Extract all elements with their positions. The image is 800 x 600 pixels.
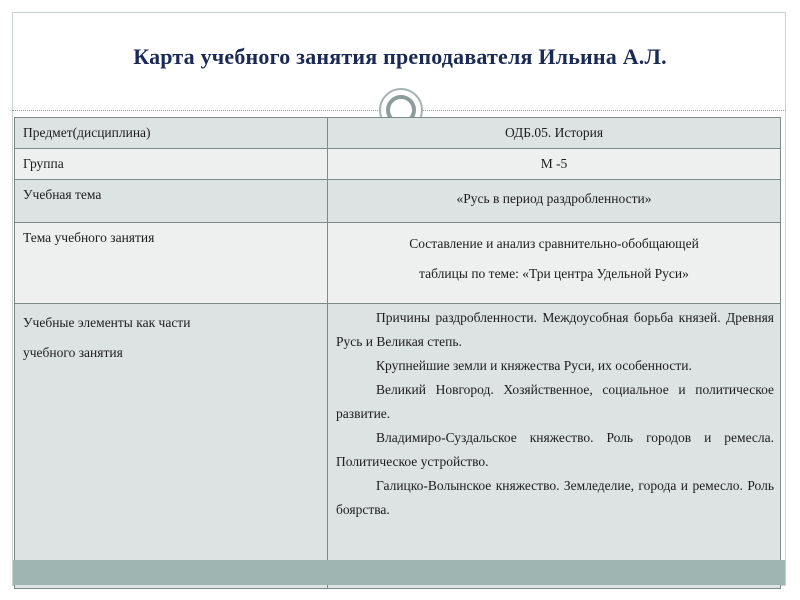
group-value: М -5 (328, 149, 781, 180)
subject-value: ОДБ.05. История (328, 118, 781, 149)
table-row-subject (15, 118, 781, 149)
list-item: Великий Новгород. Хозяйственное, социальное и политическое развитие. (336, 382, 774, 421)
topic-value: «Русь в период раздробленности» (328, 180, 781, 223)
table-row-elements (15, 304, 781, 589)
list-item: Галицко-Волынское княжество. Земледелие, города и ремесло. Роль боярства. (336, 478, 774, 517)
subject-label: Предмет(дисциплина) (15, 118, 328, 149)
page-title: Карта учебного занятия преподавателя Ильина А.Л. (133, 44, 667, 69)
lesson-topic-value (328, 223, 781, 304)
lesson-topic-label: Тема учебного занятия (15, 223, 328, 304)
topic-label: Учебная тема (15, 180, 328, 223)
elements-label-line: учебного занятия (23, 345, 123, 360)
group-label: Группа (15, 149, 328, 180)
list-item: Крупнейшие земли и княжества Руси, их особенности. (376, 358, 692, 373)
elements-label (15, 304, 328, 589)
list-item: Владимиро-Суздальское княжество. Роль городов и ремесла. Политическое устройство. (336, 430, 774, 469)
elements-list (328, 304, 781, 589)
lesson-topic-line: таблицы по теме: «Три центра Удельной Руси» (419, 266, 689, 281)
table-row-topic (15, 180, 781, 223)
lesson-topic-line: Составление и анализ сравнительно-обобщающей (409, 236, 699, 251)
bottom-band (13, 560, 785, 585)
table-row-lesson-topic (15, 223, 781, 304)
list-item: Причины раздробленности. Междоусобная борьба князей. Древняя Русь и Великая степь. (336, 310, 774, 349)
table-row-group (15, 149, 781, 180)
elements-label-line: Учебные элементы как части (23, 315, 191, 330)
lesson-card-table (14, 117, 781, 589)
